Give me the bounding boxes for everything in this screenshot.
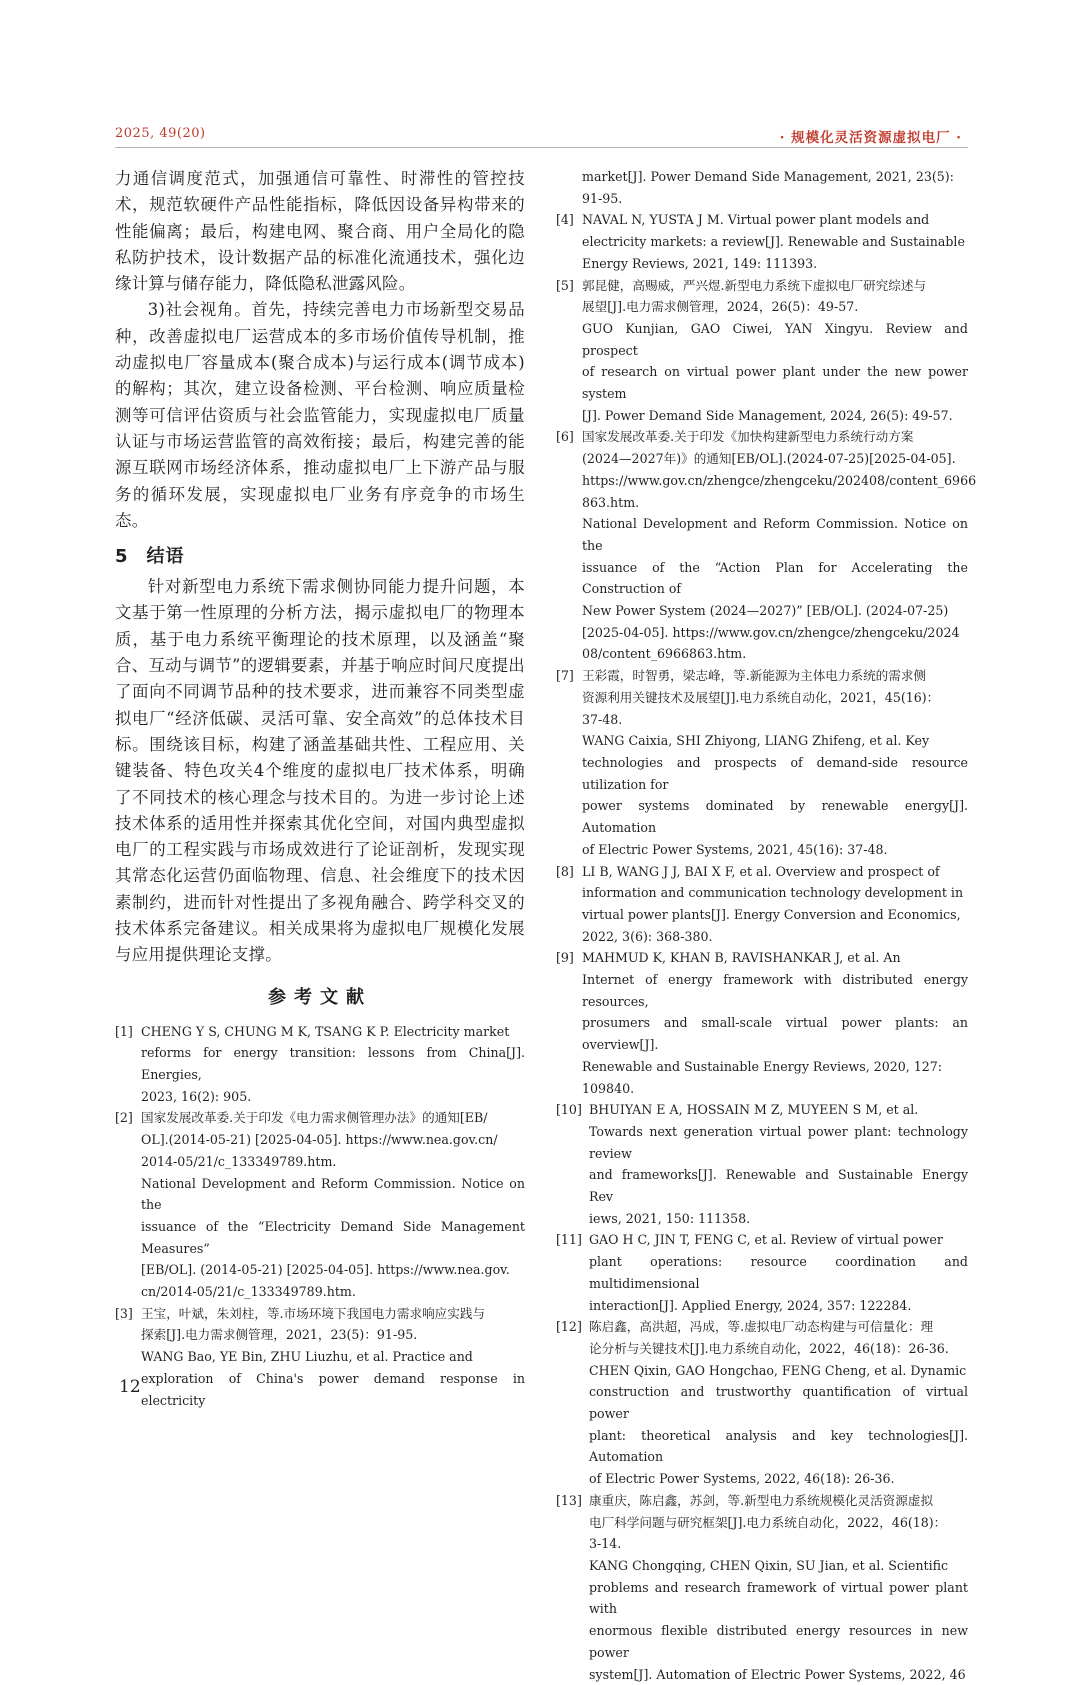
reference-number: [5] (556, 277, 574, 293)
reference-number: [10] (556, 1102, 582, 1118)
reference-number: [9] (556, 950, 574, 966)
reference-line: 国家发展改革委.关于印发《电力需求侧管理办法》的通知[EB/ (141, 1110, 488, 1126)
reference-item (556, 1229, 968, 1316)
reference-line: 08/content_6966863.htm. (582, 646, 747, 662)
reference-line: GUO Kunjian, GAO Ciwei, YAN Xingyu. Review and prospect (582, 320, 968, 358)
reference-item (115, 1303, 525, 1412)
reference-line: virtual power plants[J]. Energy Conversion and Economics, (582, 906, 961, 922)
reference-line: 2022, 3(6): 368-380. (582, 928, 713, 944)
reference-line: National Development and Reform Commission. Notice on the (582, 516, 968, 553)
reference-item (556, 861, 968, 948)
reference-line: and frameworks[J]. Renewable and Sustainable Energy Rev (589, 1167, 968, 1205)
reference-line: WANG Caixia, SHI Zhiyong, LIANG Zhifeng, et al. Key (582, 733, 930, 749)
reference-line: of Electric Power Systems, 2021, 45(16): 37-48. (582, 841, 888, 857)
reference-line: NAVAL N, YUSTA J M. Virtual power plant models and (582, 212, 930, 228)
reference-line: 论分析与关键技术[J].电力系统自动化，2022，46(18)：26-36. (589, 1340, 949, 1356)
reference-line: 展望[J].电力需求侧管理，2024，26(5)：49-57. (582, 299, 859, 315)
reference-line: interaction[J]. Applied Energy, 2024, 357: 122284. (589, 1297, 912, 1313)
section-title: 结语 (146, 546, 185, 568)
reference-line: [J]. Power Demand Side Management, 2024, 26(5): 49-57. (582, 407, 953, 423)
reference-number: [12] (556, 1319, 582, 1335)
reference-line: OL].(2014-05-21) [2025-04-05]. https://www.nea.gov.cn/ (141, 1132, 498, 1148)
reference-line: 37-48. (582, 711, 623, 727)
reference-line: (2024—2027年)》的通知[EB/OL].(2024-07-25)[2025-04-05]. (582, 451, 956, 467)
reference-number: [13] (556, 1492, 582, 1508)
reference-line: technologies and prospects of demand-side resource utilization for (582, 754, 968, 792)
reference-item-continued (556, 166, 968, 209)
reference-number: [2] (115, 1110, 133, 1126)
left-column (115, 166, 525, 1411)
reference-line: iews, 2021, 150: 111358. (589, 1210, 751, 1226)
reference-line: [2025-04-05]. https://www.gov.cn/zhengce/zhengceku/2024 (582, 624, 960, 640)
reference-number: [8] (556, 863, 574, 879)
reference-line: KANG Chongqing, CHEN Qixin, SU Jian, et al. Scientific (589, 1558, 949, 1573)
reference-line: 康重庆，陈启鑫，苏剑，等.新型电力系统规模化灵活资源虚拟 (589, 1492, 934, 1508)
body-paragraph: 3)社会视角。首先，持续完善电力市场新型交易品种，改善虚拟电厂运营成本的多市场价值传导机制，推动虚拟电厂容量成本(聚合成本)与运行成本(调节成本)的解构；其次，建立设备检测、平台检测、响应质量检测等可信评估资质与社会监管能力，实现虚拟电厂质量认证与市场运营监管的高效衔接；最后，构建完善的能源互联网市场经济体系，推动虚拟电厂上下游产品与服务的循环发展，实现虚拟电厂业务有序竞争的市场生态。 (115, 300, 525, 530)
reference-line: plant operations: resource coordination and multidimensional (589, 1254, 968, 1291)
reference-line: 电厂科学问题与研究框架[J].电力系统自动化，2022，46(18)： (589, 1514, 947, 1530)
journal-issue: 2025, 49(20) (115, 126, 206, 141)
reference-line: 探索[J].电力需求侧管理，2021，23(5)：91-95. (141, 1327, 418, 1343)
reference-line: issuance of the “Electricity Demand Side Management Measures” (141, 1218, 525, 1256)
reference-line: 国家发展改革委.关于印发《加快构建新型电力系统行动方案 (582, 429, 914, 445)
reference-line: 王彩霞，时智勇，梁志峰，等.新能源为主体电力系统的需求侧 (582, 668, 927, 684)
reference-line: system[J]. Automation of Electric Power Systems, 2022, 46 (589, 1666, 966, 1682)
reference-line: 91-95. (582, 190, 623, 206)
reference-line: exploration of China's power demand response in electricity (141, 1370, 525, 1408)
reference-item (556, 1490, 968, 1685)
reference-line: 2023, 16(2): 905. (141, 1088, 252, 1104)
column-title: · 规模化灵活资源虚拟电厂 · (779, 130, 962, 146)
right-column (556, 166, 977, 1685)
reference-item (556, 275, 968, 427)
reference-line: issuance of the “Action Plan for Accelerating the Construction of (582, 559, 968, 597)
reference-item (115, 1021, 525, 1108)
reference-line: Renewable and Sustainable Energy Reviews, 2020, 127: (582, 1058, 943, 1074)
reference-item (556, 1099, 968, 1229)
reference-line: prosumers and small-scale virtual power plants: an overview[J]. (582, 1015, 968, 1053)
section-heading (115, 542, 525, 568)
reference-line: LI B, WANG J J, BAI X F, et al. Overview and prospect of (582, 863, 940, 879)
reference-line: 郭昆健，高赐威，严兴煜.新型电力系统下虚拟电厂研究综述与 (582, 277, 927, 293)
reference-number: [11] (556, 1232, 582, 1248)
reference-line: MAHMUD K, KHAN B, RAVISHANKAR J, et al. An (582, 950, 901, 966)
reference-line: CHEN Qixin, GAO Hongchao, FENG Cheng, et al. Dynamic (589, 1362, 967, 1378)
reference-line: 陈启鑫，高洪超，冯成，等.虚拟电厂动态构建与可信量化：理 (589, 1319, 934, 1335)
reference-number: [4] (556, 212, 574, 228)
reference-line: Internet of energy framework with distributed energy resources, (582, 972, 968, 1009)
reference-item (556, 947, 968, 1099)
reference-line: GAO H C, JIN T, FENG C, et al. Review of virtual power (589, 1232, 943, 1248)
header-divider (115, 147, 968, 148)
reference-line: BHUIYAN E A, HOSSAIN M Z, MUYEEN S M, et al. (589, 1102, 919, 1118)
references-title: 参考文献 (268, 986, 372, 1008)
reference-line: https://www.gov.cn/zhengce/zhengceku/202408/content_6966 (582, 472, 977, 488)
reference-line: 王宝，叶斌，朱刘柱，等.市场环境下我国电力需求响应实践与 (141, 1305, 486, 1321)
reference-line: information and communication technology development in (582, 885, 964, 901)
reference-line: reforms for energy transition: lessons from China[J]. Energies, (141, 1045, 525, 1083)
reference-line: National Development and Reform Commission. Notice on the (141, 1175, 525, 1213)
reference-line: 2014-05/21/c_133349789.htm. (141, 1153, 337, 1169)
reference-item (556, 209, 968, 274)
reference-line: Towards next generation virtual power plant: technology review (589, 1123, 968, 1161)
reference-line: WANG Bao, YE Bin, ZHU Liuzhu, et al. Practice and (141, 1349, 473, 1365)
reference-line: of Electric Power Systems, 2022, 46(18): 26-36. (589, 1471, 895, 1487)
reference-line: enormous flexible distributed energy resources in new power (589, 1623, 968, 1660)
reference-line: market[J]. Power Demand Side Management, 2021, 23(5): (582, 169, 954, 184)
reference-line: construction and trustworthy quantification of virtual power (589, 1384, 968, 1422)
reference-line: cn/2014-05/21/c_133349789.htm. (141, 1284, 356, 1300)
body-paragraph: 针对新型电力系统下需求侧协同能力提升问题，本文基于第一性原理的分析方法，揭示虚拟电厂的物理本质，基于电力系统平衡理论的技术原理，以及涵盖“聚合、互动与调节”的逻辑要素，并基于响应时间尺度提出了面向不同调节品种的技术要求，进而兼容不同类型虚拟电厂“经济低碳、灵活可靠、安全高效”的总体技术目标。围绕该目标，构建了涵盖基础共性、工程应用、关键装备、特色攻关4个维度的虚拟电厂技术体系，明确了不同技术的核心理念与技术目的。为进一步讨论上述技术体系的适用性并探索其优化空间，对国内典型虚拟电厂的工程实践与市场成效进行了论证剖析，发现实现其常态化运营仍面临物理、信息、社会维度下的技术因素制约，进而针对性提出了多视角融合、跨学科交叉的技术体系完备建议。相关成果将为虚拟电厂规模化发展与应用提供理论支撑。 (115, 577, 525, 965)
reference-line: problems and research framework of virtual power plant with (589, 1579, 968, 1617)
reference-number: [7] (556, 668, 574, 684)
reference-number: [1] (115, 1023, 133, 1039)
page-number: 12 (119, 1377, 141, 1397)
reference-item (115, 1107, 525, 1302)
reference-number: [3] (115, 1305, 133, 1321)
reference-line: [EB/OL]. (2014-05-21) [2025-04-05]. https://www.nea.gov. (141, 1262, 510, 1278)
reference-line: 资源利用关键技术及展望[J].电力系统自动化，2021，45(16)： (582, 689, 940, 705)
reference-line: 3-14. (589, 1536, 622, 1552)
reference-item (556, 665, 968, 860)
reference-line: of research on virtual power plant under the new power system (582, 364, 968, 402)
reference-line: 863.htm. (582, 494, 640, 510)
reference-line: plant: theoretical analysis and key technologies[J]. Automation (589, 1427, 968, 1465)
section-number: 5 (115, 546, 129, 568)
reference-number: [6] (556, 429, 574, 445)
reference-line: CHENG Y S, CHUNG M K, TSANG K P. Electricity market (141, 1023, 510, 1039)
reference-line: New Power System (2024—2027)” [EB/OL]. (2024-07-25) (582, 603, 949, 619)
reference-line: electricity markets: a review[J]. Renewable and Sustainable (582, 234, 965, 250)
reference-line: Energy Reviews, 2021, 149: 111393. (582, 255, 818, 271)
reference-line: 109840. (582, 1080, 635, 1096)
body-paragraph: 力通信调度范式，加强通信可靠性、时滞性的管控技术，规范软硬件产品性能指标，降低因设备异构带来的性能偏离；最后，构建电网、聚合商、用户全局化的隐私防护技术，设计数据产品的标准化流通技术，强化边缘计算与储存能力，降低隐私泄露风险。 (115, 169, 525, 294)
reference-item (556, 1316, 968, 1490)
reference-line: power systems dominated by renewable energy[J]. Automation (582, 798, 968, 836)
reference-item (556, 426, 977, 665)
